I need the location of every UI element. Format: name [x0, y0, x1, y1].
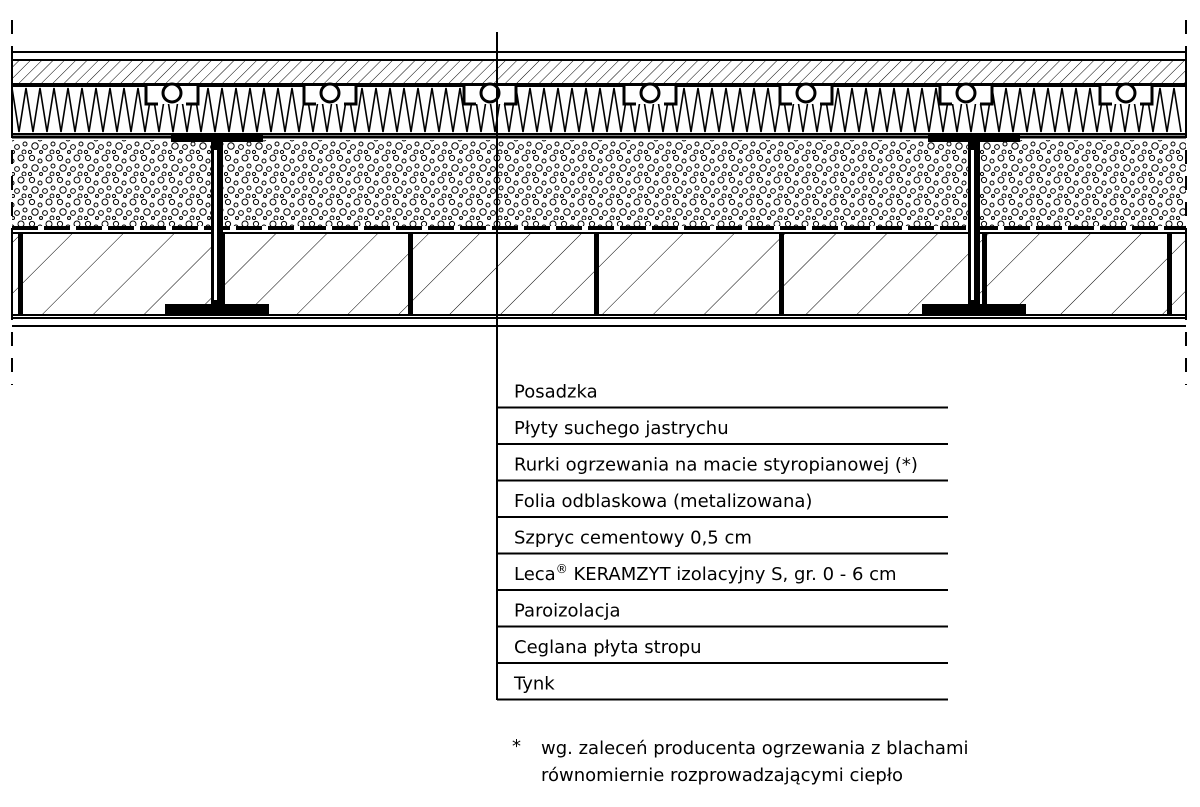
legend-item-label: Tynk: [514, 673, 555, 695]
keramzyt-layer: [12, 140, 1186, 226]
heating-pipe: [940, 84, 992, 104]
legend-item-label: Leca® KERAMZYT izolacyjny S, gr. 0 - 6 cm: [514, 562, 897, 585]
brick-joint: [18, 233, 23, 315]
brick-joint: [408, 233, 413, 315]
legend-item-label: Rurki ogrzewania na macie styropianowej (*): [514, 454, 918, 476]
heating-pipe: [304, 84, 356, 104]
brick-joint: [982, 233, 987, 315]
footnote-line-2: równomiernie rozprowadzającymi ciepło: [541, 765, 903, 786]
dry-screed-board-layer: [12, 60, 1186, 84]
legend-item-label: Szpryc cementowy 0,5 cm: [514, 527, 752, 549]
legend-item-label: Ceglana płyta stropu: [514, 637, 702, 658]
legend-item-label: Folia odblaskowa (metalizowana): [514, 491, 813, 512]
legend-item-label: Paroizolacja: [514, 600, 621, 622]
heating-pipe: [1100, 84, 1152, 104]
legend-item-label: Posadzka: [514, 381, 598, 403]
footnote-line-1: wg. zaleceń producenta ogrzewania z blachami: [541, 738, 969, 759]
legend-item-label: Płyty suchego jastrychu: [514, 418, 729, 439]
heating-pipe: [624, 84, 676, 104]
brick-joint: [1167, 233, 1172, 315]
heating-pipe: [780, 84, 832, 104]
section-drawing: [12, 20, 1186, 700]
layer-legend: [497, 382, 948, 700]
footnote-marker: *: [512, 736, 521, 757]
heating-pipe: [464, 84, 516, 104]
footnote: [512, 736, 968, 786]
brick-joint: [779, 233, 784, 315]
heating-pipe: [146, 84, 198, 104]
brick-joint: [594, 233, 599, 315]
